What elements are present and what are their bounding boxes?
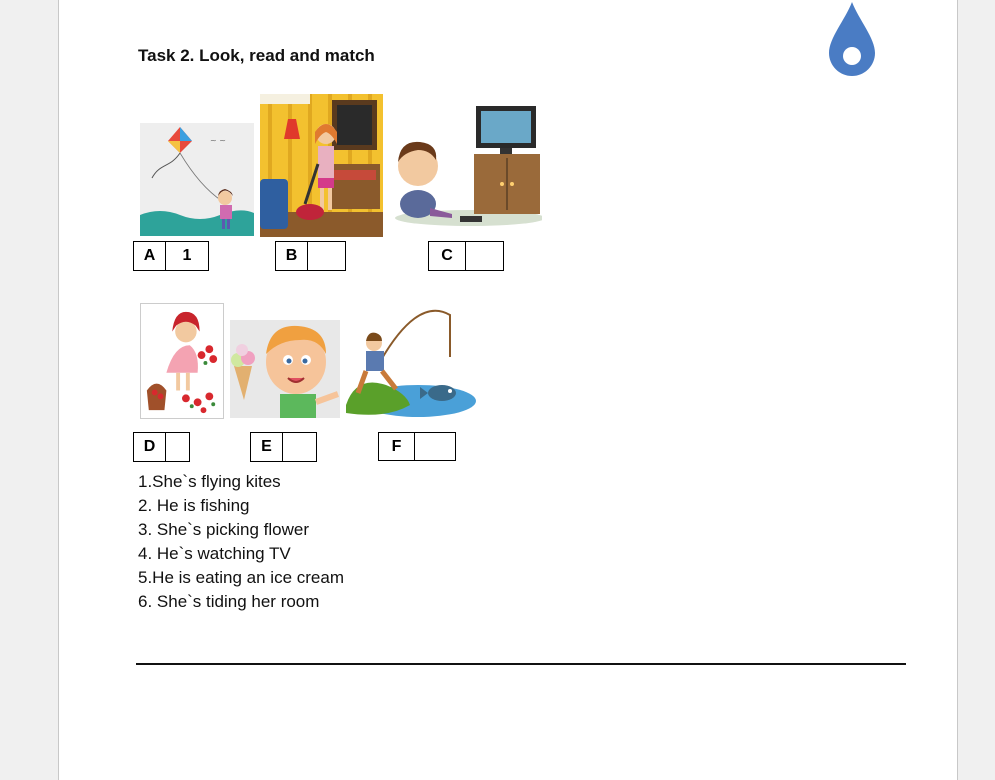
sentence-item: 4. He`s watching TV [138,544,291,563]
sentence-item: 2. He is fishing [138,496,250,515]
answer-box-c [428,241,504,271]
answer-box-f [378,432,456,461]
task-title: Task 2. Look, read and match [138,46,375,65]
answer-box-b [275,241,346,271]
picture-letter: B [276,242,308,270]
picture-letter: A [134,242,166,270]
sentence-item: 5.He is eating an ice cream [138,568,344,587]
answer-field[interactable] [283,433,316,461]
svg-text:~ ~: ~ ~ [210,136,226,145]
water-drop-icon [827,0,877,78]
picture-letter: E [251,433,283,461]
sentence-list [138,470,344,614]
answer-field[interactable] [466,242,503,270]
boy-fishing-image [346,305,476,420]
picture-letter: F [379,433,415,460]
answer-box-a [133,241,209,271]
sentence-item: 1.She`s flying kites [138,472,281,491]
sentence-item: 6. She`s tiding her room [138,592,320,611]
girl-picking-flowers-image [140,303,224,419]
answer-field[interactable]: 1 [182,247,192,264]
sentence-item: 3. She`s picking flower [138,520,310,539]
boy-watching-tv-image [390,100,542,228]
answer-box-e [250,432,317,462]
answer-field[interactable] [415,433,455,460]
answer-field[interactable] [166,433,189,461]
horizontal-rule [136,663,906,665]
picture-letter: D [134,433,166,461]
picture-letter: C [429,242,466,270]
boy-eating-ice-cream-image [230,320,340,418]
answer-box-d [133,432,190,462]
girl-flying-kite-image [140,123,254,236]
girl-vacuuming-room-image [260,94,383,237]
answer-field[interactable] [308,242,345,270]
